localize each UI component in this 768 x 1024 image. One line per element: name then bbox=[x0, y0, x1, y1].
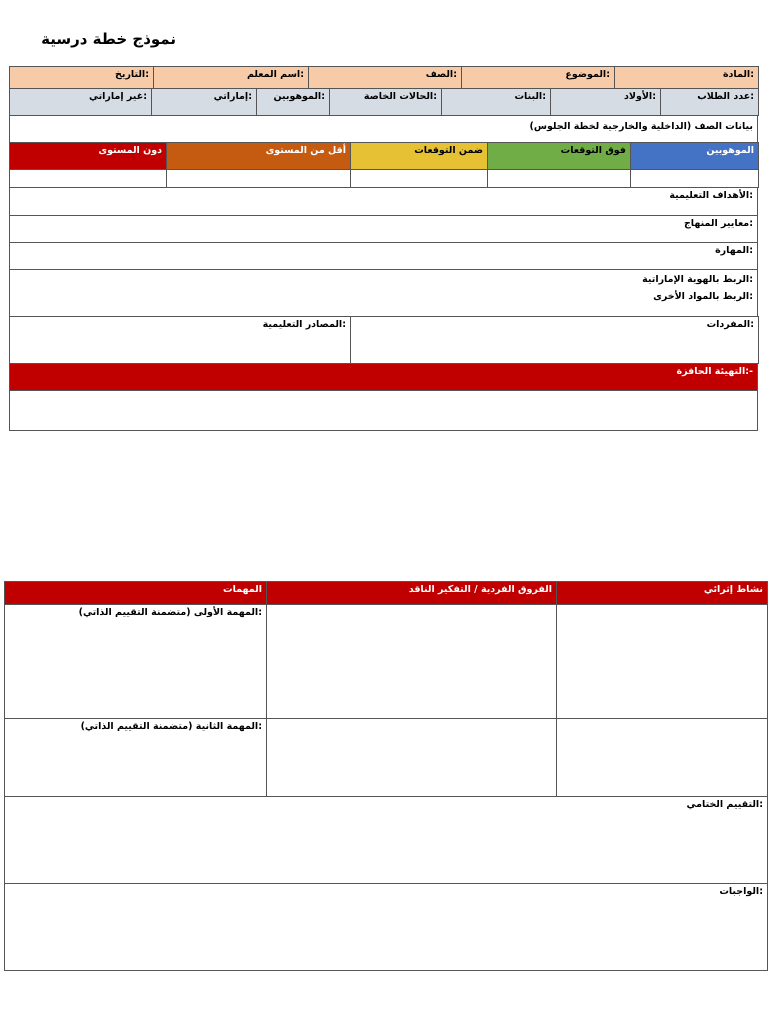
enrichment-header bbox=[557, 582, 768, 605]
emirati-cell[interactable] bbox=[152, 89, 257, 116]
level-gifted bbox=[631, 143, 759, 170]
boys-label: الأولاد: bbox=[624, 91, 656, 102]
topic-label: الموضوع: bbox=[565, 69, 610, 80]
standards-label: معايير المنهاج: bbox=[683, 218, 753, 229]
student-count-label: عدد الطلاب: bbox=[697, 91, 754, 102]
level-below-label: أقل من المستوى bbox=[265, 145, 346, 156]
date-cell[interactable] bbox=[10, 67, 154, 89]
non-emirati-cell[interactable] bbox=[10, 89, 152, 116]
teacher-cell[interactable] bbox=[154, 67, 309, 89]
task1-label: المهمة الأولى (متضمنة التقييم الذاتي): bbox=[78, 607, 262, 618]
date-label: التاريخ: bbox=[115, 69, 149, 80]
warmup-content[interactable] bbox=[10, 391, 758, 431]
grade-cell[interactable] bbox=[309, 67, 462, 89]
homework-label: الواجبات: bbox=[719, 886, 763, 897]
special-cases-cell[interactable] bbox=[330, 89, 442, 116]
identity-link-label: الربط بالهوية الإماراتية: bbox=[642, 274, 753, 285]
task1-cell[interactable] bbox=[5, 605, 267, 719]
header-table bbox=[9, 66, 759, 89]
differentiation-header-label: الفروق الفردية / التفكير الناقد bbox=[408, 584, 552, 595]
warmup-table bbox=[9, 363, 758, 431]
students-table bbox=[9, 88, 759, 116]
topic-cell[interactable] bbox=[462, 67, 615, 89]
level-below bbox=[167, 143, 351, 170]
vocabulary-label: المفردات: bbox=[706, 319, 754, 330]
standards-cell[interactable] bbox=[10, 216, 758, 243]
teacher-label: اسم المعلم: bbox=[246, 69, 304, 80]
level-above bbox=[488, 143, 631, 170]
final-assessment-cell[interactable] bbox=[5, 797, 768, 884]
level-under-input[interactable] bbox=[10, 170, 167, 188]
tasks-header-label: المهمات bbox=[223, 584, 262, 595]
class-data-label: بيانات الصف (الداخلية والخارجية لخطة الجلوس) bbox=[529, 121, 753, 132]
skill-cell[interactable] bbox=[10, 243, 758, 270]
task2-enrichment-cell[interactable] bbox=[557, 719, 768, 797]
class-data-cell[interactable] bbox=[10, 116, 758, 143]
objectives-label: الأهداف التعليمية: bbox=[669, 190, 753, 201]
tasks-header bbox=[5, 582, 267, 605]
sections-table bbox=[9, 187, 758, 317]
level-within bbox=[351, 143, 488, 170]
subject-label: المادة: bbox=[722, 69, 754, 80]
student-count-cell[interactable] bbox=[661, 89, 759, 116]
page-title: نموذج خطة درسية bbox=[41, 30, 176, 48]
non-emirati-label: غير إماراتي: bbox=[88, 91, 147, 102]
gifted-cell[interactable] bbox=[257, 89, 330, 116]
level-gifted-label: الموهوبين bbox=[706, 145, 754, 156]
subject-cell[interactable] bbox=[615, 67, 759, 89]
level-above-input[interactable] bbox=[488, 170, 631, 188]
final-assessment-label: التقييم الختامي: bbox=[686, 799, 763, 810]
class-data-table bbox=[9, 115, 758, 143]
emirati-label: إماراتي: bbox=[213, 91, 252, 102]
vocabulary-cell[interactable] bbox=[351, 317, 759, 364]
skill-label: المهارة: bbox=[715, 245, 753, 256]
level-within-label: ضمن التوقعات bbox=[414, 145, 483, 156]
task2-differentiation-cell[interactable] bbox=[267, 719, 557, 797]
boys-cell[interactable] bbox=[551, 89, 661, 116]
enrichment-header-label: نشاط إثرائي bbox=[703, 584, 763, 595]
gifted-label: الموهوبين: bbox=[273, 91, 325, 102]
subjects-link-label: الربط بالمواد الأخرى: bbox=[653, 291, 753, 302]
resources-label: المصادر التعليمية: bbox=[262, 319, 346, 330]
level-under-label: دون المستوى bbox=[98, 145, 162, 156]
tasks-table bbox=[4, 581, 768, 971]
task1-enrichment-cell[interactable] bbox=[557, 605, 768, 719]
vocab-table bbox=[9, 316, 759, 364]
level-within-input[interactable] bbox=[351, 170, 488, 188]
girls-cell[interactable] bbox=[442, 89, 551, 116]
level-above-label: فوق التوقعات bbox=[560, 145, 626, 156]
task1-differentiation-cell[interactable] bbox=[267, 605, 557, 719]
task2-label: المهمة الثانية (متضمنة التقييم الذاتي): bbox=[80, 721, 262, 732]
level-below-input[interactable] bbox=[167, 170, 351, 188]
warmup-label: التهيئة الحافزة:- bbox=[676, 366, 753, 377]
special-cases-label: الحالات الخاصة: bbox=[363, 91, 437, 102]
warmup-header bbox=[10, 364, 758, 391]
homework-cell[interactable] bbox=[5, 884, 768, 971]
grade-label: الصف: bbox=[425, 69, 457, 80]
objectives-cell[interactable] bbox=[10, 188, 758, 216]
resources-cell[interactable] bbox=[10, 317, 351, 364]
level-gifted-input[interactable] bbox=[631, 170, 759, 188]
task2-cell[interactable] bbox=[5, 719, 267, 797]
links-cell[interactable] bbox=[10, 270, 758, 317]
girls-label: البنات: bbox=[514, 91, 546, 102]
differentiation-header bbox=[267, 582, 557, 605]
level-under bbox=[10, 143, 167, 170]
levels-table bbox=[9, 142, 759, 188]
